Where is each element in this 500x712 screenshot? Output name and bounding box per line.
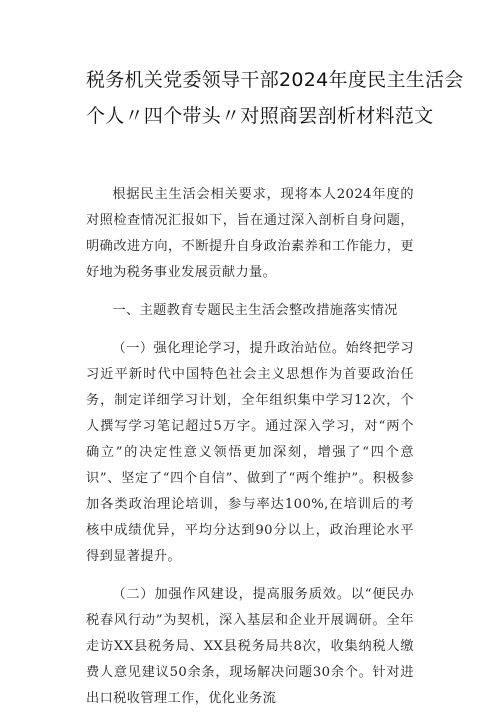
paragraph-work-style: （二）加强作风建设，提高服务质效。以“便民办税春风行动”为契机，深入基层和企业开展调研。全年走访XX县税务局、XX县税务局共8次，收集纳税人缴费人意见建议50余条，现场解决问题30余个。针对进出口税收管理工作，优化业务流	[86, 587, 414, 706]
title-line-2: 个人〃四个带头〃对照商罢剖析材料范文	[86, 105, 434, 127]
document-body	[86, 182, 414, 712]
intro-paragraph: 根据民主生活会相关要求，现将本人2024年度的对照检查情况汇报如下，旨在通过深入剖析自身问题，明确改进方向，不断提升自身政治素养和工作能力，更好地为税务事业发展贡献力量。	[86, 187, 414, 280]
title-line-1: 税务机关党委领导干部2024年度民主生活会	[86, 69, 464, 91]
paragraph-theory-study: （一）强化理论学习，提升政治站位。始终把学习习近平新时代中国特色社会主义思想作为首要政治任务，制定详细学习计划，全年组织集中学习12次，个人撰写学习笔记超过5万字。通过深入学习，对“两个确立”的决定性意义领悟更加深刻，增强了“四个意识”、坚定了“四个自信”、做到了“两个维护”。积极参加各类政治理论培训，参与率达100%,在培训后的考核中成绩优异，平均分达到90分以上，政治理论水平得到显著提升。	[86, 341, 414, 564]
section-heading-1: 一、主题教育专题民主生活会整改措施落实情况	[112, 303, 398, 318]
document-title	[86, 62, 464, 134]
